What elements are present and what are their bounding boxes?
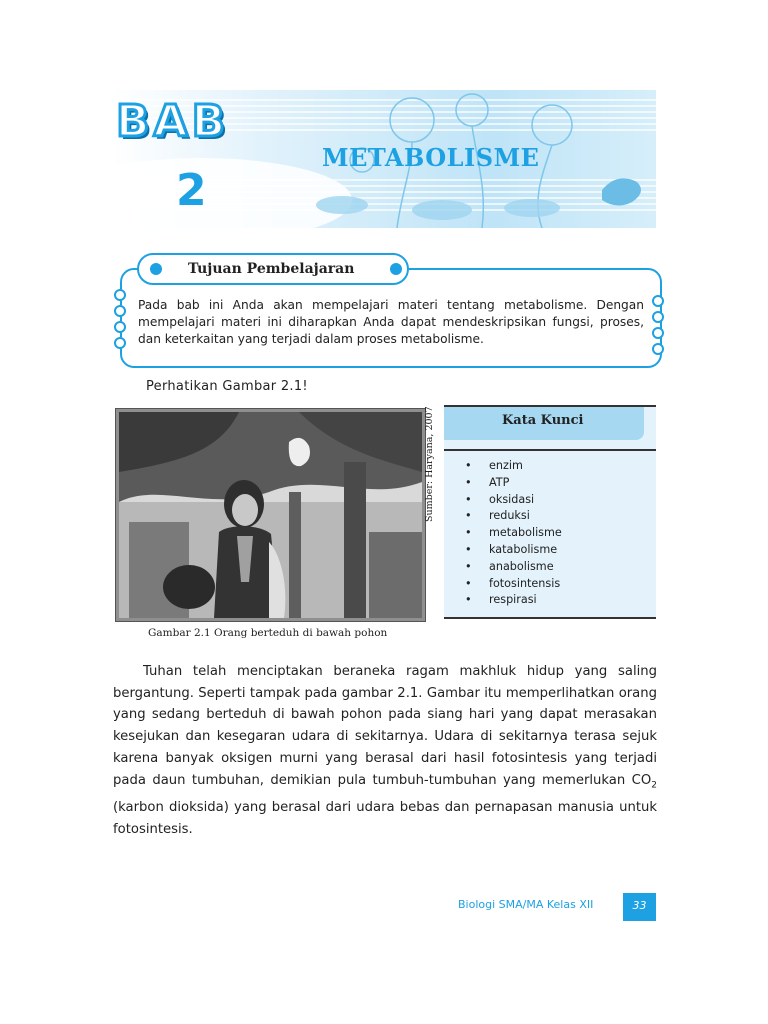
page-number: 33 [632, 899, 647, 912]
ring-icon [114, 289, 126, 301]
body-text-part: Tuhan telah menciptakan beraneka ragam makhluk hidup yang saling bergantung. Seperti tampak pada gambar 2.1. Gambar itu memperlihatkan orang yang sedang berteduh di bawah pohon pada siang hari yang dapat merasakan kesejukan dan kesegaran udara di sekitarnya. Udara di sekitarnya terasa sejuk karena banyak oksigen murni yang berasal dari hasil fotosintesis yang terjadi pada daun tumbuhan, demikian pula tumbuh-tumbuhan yang memerlukan CO [113, 664, 657, 788]
keyword-item: • enzim [465, 458, 562, 475]
photo-person-under-tree [119, 412, 422, 618]
chapter-number: 2 [176, 165, 207, 216]
ring-icon [114, 337, 126, 349]
chapter-title: METABOLISME [322, 143, 540, 172]
objectives-heading: Tujuan Pembelajaran [188, 261, 355, 277]
keyword-item: • fotosintensis [465, 576, 562, 593]
ring-icon [114, 321, 126, 333]
objectives-text: Pada bab ini Anda akan mempelajari materi tentang metabolisme. Dengan mempelajari materi ini diharapkan Anda dapat mendeskripsikan fungsi, proses, dan keterkaitan yang terjadi dalam proses metabolisme. [138, 298, 644, 346]
keyword-item: • ATP [465, 475, 562, 492]
ring-icon [114, 305, 126, 317]
tree-photo-illustration [119, 412, 422, 618]
ring-icon [652, 295, 664, 307]
body-text-part: (karbon dioksida) yang berasal dari udara bebas dan pernapasan manusia untuk fotosintesis. [113, 799, 657, 837]
keyword-title: Kata Kunci [502, 413, 584, 428]
frog-icon [602, 178, 641, 205]
photo-credit: Sumber: Haryana, 2007 [424, 406, 435, 522]
keyword-divider [444, 449, 656, 451]
bullet-dot-icon [150, 263, 162, 275]
keyword-item: • anabolisme [465, 559, 562, 576]
footer-book-title: Biologi SMA/MA Kelas XII [458, 898, 594, 911]
subscript: 2 [651, 780, 657, 791]
body-paragraph [113, 661, 657, 840]
keyword-item: • metabolisme [465, 525, 562, 542]
keyword-item: • oksidasi [465, 492, 562, 509]
keyword-item: • respirasi [465, 592, 562, 609]
body-text [113, 661, 657, 840]
ring-icon [652, 311, 664, 323]
figure-caption: Gambar 2.1 Orang berteduh di bawah pohon [148, 627, 388, 639]
ring-icon [652, 343, 664, 355]
ring-icon [652, 327, 664, 339]
chapter-label: BAB [116, 96, 230, 147]
bullet-dot-icon [390, 263, 402, 275]
keyword-list [465, 458, 562, 609]
figure-lead: Perhatikan Gambar 2.1! [146, 379, 308, 394]
keyword-item: • reduksi [465, 508, 562, 525]
keyword-item: • katabolisme [465, 542, 562, 559]
